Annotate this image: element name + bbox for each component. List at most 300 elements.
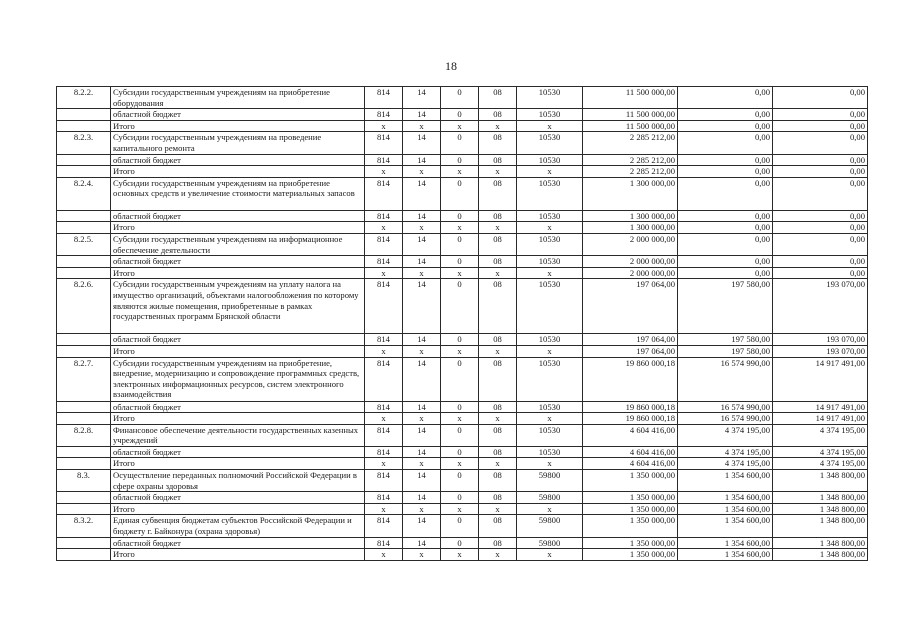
cell-expense-code: 10530	[517, 233, 583, 255]
cell-amount-year-3: 1 348 800,00	[773, 549, 868, 561]
cell-subsection: 0	[441, 279, 479, 334]
cell-amount-year-2: 0,00	[678, 166, 773, 178]
table-row	[57, 233, 868, 255]
cell-amount-year-2: 1 354 600,00	[678, 492, 773, 504]
cell-grbs: 814	[365, 492, 403, 504]
cell-amount-year-1: 11 500 000,00	[583, 87, 678, 109]
row-code	[57, 458, 111, 470]
cell-grbs: x	[365, 345, 403, 357]
cell-section: 14	[403, 210, 441, 222]
cell-expense-code: 10530	[517, 132, 583, 154]
row-name: Итого	[111, 345, 365, 357]
cell-subsection: 0	[441, 515, 479, 537]
cell-amount-year-2: 1 354 600,00	[678, 537, 773, 549]
row-name: Итого	[111, 166, 365, 178]
cell-grbs: 814	[365, 256, 403, 268]
cell-amount-year-1: 197 064,00	[583, 334, 678, 346]
row-name: областной бюджет	[111, 334, 365, 346]
cell-amount-year-3: 0,00	[773, 132, 868, 154]
row-code	[57, 166, 111, 178]
cell-amount-year-3: 0,00	[773, 177, 868, 210]
cell-amount-year-3: 0,00	[773, 87, 868, 109]
cell-expense-code: x	[517, 267, 583, 279]
cell-amount-year-3: 4 374 195,00	[773, 458, 868, 470]
cell-subsection: 0	[441, 256, 479, 268]
cell-subsection: 0	[441, 154, 479, 166]
cell-program: 08	[479, 334, 517, 346]
row-name: Итого	[111, 549, 365, 561]
cell-grbs: 814	[365, 233, 403, 255]
cell-amount-year-3: 0,00	[773, 109, 868, 121]
cell-program: x	[479, 549, 517, 561]
row-name: Итого	[111, 120, 365, 132]
cell-expense-code: x	[517, 503, 583, 515]
cell-subsection: 0	[441, 109, 479, 121]
table-row	[57, 549, 868, 561]
table-row	[57, 222, 868, 234]
cell-program: 08	[479, 424, 517, 446]
row-code	[57, 334, 111, 346]
cell-amount-year-2: 0,00	[678, 210, 773, 222]
row-name: областной бюджет	[111, 446, 365, 458]
cell-expense-code: 10530	[517, 210, 583, 222]
cell-section: x	[403, 549, 441, 561]
cell-subsection: x	[441, 549, 479, 561]
row-name: областной бюджет	[111, 537, 365, 549]
cell-section: 14	[403, 334, 441, 346]
cell-section: 14	[403, 177, 441, 210]
cell-expense-code: 10530	[517, 446, 583, 458]
cell-grbs: 814	[365, 446, 403, 458]
row-name: Субсидии государственным учреждениям на приобретение оборудования	[111, 87, 365, 109]
cell-subsection: 0	[441, 401, 479, 413]
row-name: Итого	[111, 413, 365, 425]
row-code	[57, 120, 111, 132]
cell-program: 08	[479, 177, 517, 210]
cell-subsection: 0	[441, 446, 479, 458]
cell-program: 08	[479, 109, 517, 121]
cell-grbs: x	[365, 120, 403, 132]
cell-amount-year-2: 1 354 600,00	[678, 470, 773, 492]
row-name: Субсидии государственным учреждениям на уплату налога на имущество организаций, объектами налогообложения по которому являются жилые помещения, приобретенные в рамках государственных программ Брянской области	[111, 279, 365, 334]
cell-amount-year-3: 14 917 491,00	[773, 401, 868, 413]
cell-section: 14	[403, 357, 441, 401]
table-row	[57, 458, 868, 470]
cell-amount-year-2: 1 354 600,00	[678, 549, 773, 561]
cell-expense-code: 59800	[517, 515, 583, 537]
cell-section: 14	[403, 87, 441, 109]
cell-section: x	[403, 120, 441, 132]
cell-amount-year-3: 0,00	[773, 154, 868, 166]
cell-grbs: 814	[365, 210, 403, 222]
cell-section: x	[403, 267, 441, 279]
cell-amount-year-1: 4 604 416,00	[583, 446, 678, 458]
cell-amount-year-3: 1 348 800,00	[773, 470, 868, 492]
cell-section: x	[403, 413, 441, 425]
cell-section: 14	[403, 109, 441, 121]
table-row	[57, 515, 868, 537]
cell-grbs: x	[365, 222, 403, 234]
cell-section: 14	[403, 279, 441, 334]
table-row	[57, 279, 868, 334]
cell-expense-code: 10530	[517, 334, 583, 346]
cell-section: 14	[403, 537, 441, 549]
table-row	[57, 334, 868, 346]
row-name: Финансовое обеспечение деятельности государственных казенных учреждений	[111, 424, 365, 446]
cell-amount-year-1: 2 000 000,00	[583, 256, 678, 268]
cell-subsection: 0	[441, 334, 479, 346]
cell-section: 14	[403, 401, 441, 413]
cell-subsection: 0	[441, 424, 479, 446]
cell-amount-year-1: 2 000 000,00	[583, 233, 678, 255]
cell-program: 08	[479, 515, 517, 537]
row-name: областной бюджет	[111, 256, 365, 268]
cell-amount-year-1: 4 604 416,00	[583, 424, 678, 446]
cell-section: 14	[403, 233, 441, 255]
budget-table	[56, 86, 868, 561]
table-row	[57, 177, 868, 210]
cell-section: x	[403, 458, 441, 470]
row-code: 8.3.2.	[57, 515, 111, 537]
row-name: областной бюджет	[111, 401, 365, 413]
cell-subsection: x	[441, 120, 479, 132]
cell-grbs: x	[365, 413, 403, 425]
cell-amount-year-1: 2 285 212,00	[583, 154, 678, 166]
cell-section: 14	[403, 132, 441, 154]
cell-section: x	[403, 345, 441, 357]
cell-amount-year-1: 1 350 000,00	[583, 470, 678, 492]
row-name: Осуществление переданных полномочий Российской Федерации в сфере охраны здоровья	[111, 470, 365, 492]
cell-program: 08	[479, 256, 517, 268]
cell-subsection: x	[441, 166, 479, 178]
cell-grbs: 814	[365, 424, 403, 446]
cell-grbs: x	[365, 267, 403, 279]
cell-amount-year-2: 197 580,00	[678, 334, 773, 346]
table-row	[57, 446, 868, 458]
row-code	[57, 549, 111, 561]
row-code	[57, 109, 111, 121]
row-code: 8.2.5.	[57, 233, 111, 255]
cell-expense-code: x	[517, 413, 583, 425]
cell-section: x	[403, 222, 441, 234]
table-row	[57, 401, 868, 413]
cell-amount-year-2: 0,00	[678, 132, 773, 154]
cell-grbs: 814	[365, 537, 403, 549]
cell-expense-code: 59800	[517, 492, 583, 504]
cell-amount-year-3: 0,00	[773, 256, 868, 268]
cell-grbs: x	[365, 458, 403, 470]
cell-amount-year-2: 1 354 600,00	[678, 515, 773, 537]
row-name: Итого	[111, 267, 365, 279]
row-code	[57, 154, 111, 166]
cell-expense-code: 10530	[517, 424, 583, 446]
cell-expense-code: 10530	[517, 177, 583, 210]
cell-program: x	[479, 120, 517, 132]
table-row	[57, 503, 868, 515]
cell-program: x	[479, 503, 517, 515]
cell-grbs: 814	[365, 109, 403, 121]
cell-section: x	[403, 503, 441, 515]
table-body	[57, 87, 868, 561]
row-code	[57, 267, 111, 279]
cell-expense-code: x	[517, 222, 583, 234]
cell-program: 08	[479, 279, 517, 334]
cell-subsection: x	[441, 345, 479, 357]
cell-program: 08	[479, 132, 517, 154]
cell-amount-year-2: 0,00	[678, 120, 773, 132]
cell-grbs: x	[365, 503, 403, 515]
cell-grbs: 814	[365, 334, 403, 346]
cell-amount-year-3: 0,00	[773, 222, 868, 234]
cell-program: 08	[479, 357, 517, 401]
cell-amount-year-1: 1 300 000,00	[583, 210, 678, 222]
cell-expense-code: x	[517, 345, 583, 357]
cell-amount-year-3: 1 348 800,00	[773, 537, 868, 549]
cell-amount-year-3: 4 374 195,00	[773, 446, 868, 458]
cell-grbs: x	[365, 166, 403, 178]
cell-amount-year-3: 1 348 800,00	[773, 515, 868, 537]
cell-amount-year-2: 197 580,00	[678, 345, 773, 357]
row-name: Единая субвенция бюджетам субъектов Российской Федерации и бюджету г. Байконура (охрана здоровья)	[111, 515, 365, 537]
cell-amount-year-3: 14 917 491,00	[773, 357, 868, 401]
table-row	[57, 470, 868, 492]
row-code	[57, 492, 111, 504]
cell-amount-year-2: 4 374 195,00	[678, 424, 773, 446]
cell-amount-year-2: 0,00	[678, 177, 773, 210]
cell-grbs: 814	[365, 515, 403, 537]
cell-expense-code: 10530	[517, 256, 583, 268]
row-name: областной бюджет	[111, 109, 365, 121]
row-code: 8.2.7.	[57, 357, 111, 401]
row-name: Итого	[111, 503, 365, 515]
cell-amount-year-2: 197 580,00	[678, 279, 773, 334]
table-row	[57, 357, 868, 401]
cell-amount-year-1: 2 000 000,00	[583, 267, 678, 279]
row-name: Итого	[111, 458, 365, 470]
cell-program: 08	[479, 492, 517, 504]
cell-amount-year-1: 19 860 000,18	[583, 413, 678, 425]
cell-subsection: 0	[441, 177, 479, 210]
cell-subsection: x	[441, 458, 479, 470]
cell-section: 14	[403, 154, 441, 166]
cell-section: 14	[403, 492, 441, 504]
cell-amount-year-3: 4 374 195,00	[773, 424, 868, 446]
cell-grbs: 814	[365, 154, 403, 166]
row-name: Итого	[111, 222, 365, 234]
cell-amount-year-3: 0,00	[773, 267, 868, 279]
table-row	[57, 492, 868, 504]
cell-amount-year-1: 11 500 000,00	[583, 120, 678, 132]
cell-expense-code: x	[517, 120, 583, 132]
table-row	[57, 537, 868, 549]
cell-amount-year-2: 0,00	[678, 222, 773, 234]
cell-program: 08	[479, 470, 517, 492]
cell-grbs: x	[365, 549, 403, 561]
cell-subsection: 0	[441, 233, 479, 255]
cell-amount-year-1: 1 300 000,00	[583, 177, 678, 210]
row-name: Субсидии государственным учреждениям на проведение капитального ремонта	[111, 132, 365, 154]
cell-subsection: x	[441, 267, 479, 279]
cell-program: 08	[479, 446, 517, 458]
table-row	[57, 267, 868, 279]
cell-program: x	[479, 222, 517, 234]
cell-grbs: 814	[365, 357, 403, 401]
cell-amount-year-2: 0,00	[678, 154, 773, 166]
table-row	[57, 210, 868, 222]
cell-amount-year-1: 1 300 000,00	[583, 222, 678, 234]
row-name: областной бюджет	[111, 492, 365, 504]
cell-amount-year-3: 1 348 800,00	[773, 492, 868, 504]
row-code	[57, 503, 111, 515]
cell-expense-code: 10530	[517, 87, 583, 109]
cell-amount-year-1: 197 064,00	[583, 279, 678, 334]
cell-program: 08	[479, 154, 517, 166]
cell-amount-year-1: 2 285 212,00	[583, 132, 678, 154]
cell-program: 08	[479, 210, 517, 222]
cell-expense-code: 59800	[517, 470, 583, 492]
cell-program: x	[479, 345, 517, 357]
cell-amount-year-2: 1 354 600,00	[678, 503, 773, 515]
cell-amount-year-3: 193 070,00	[773, 279, 868, 334]
cell-program: 08	[479, 87, 517, 109]
cell-amount-year-2: 0,00	[678, 256, 773, 268]
cell-expense-code: 10530	[517, 154, 583, 166]
cell-section: 14	[403, 515, 441, 537]
row-code: 8.2.8.	[57, 424, 111, 446]
cell-expense-code: x	[517, 549, 583, 561]
cell-subsection: 0	[441, 492, 479, 504]
cell-program: x	[479, 458, 517, 470]
page-number: 18	[445, 59, 457, 73]
row-code	[57, 210, 111, 222]
cell-subsection: 0	[441, 470, 479, 492]
cell-grbs: 814	[365, 177, 403, 210]
cell-amount-year-3: 0,00	[773, 166, 868, 178]
row-code: 8.2.6.	[57, 279, 111, 334]
cell-amount-year-1: 2 285 212,00	[583, 166, 678, 178]
cell-subsection: x	[441, 222, 479, 234]
row-name: Субсидии государственным учреждениям на приобретение основных средств и увеличение стоимости материальных запасов	[111, 177, 365, 210]
cell-program: 08	[479, 233, 517, 255]
cell-amount-year-1: 4 604 416,00	[583, 458, 678, 470]
cell-amount-year-3: 14 917 491,00	[773, 413, 868, 425]
cell-expense-code: 59800	[517, 537, 583, 549]
cell-grbs: 814	[365, 401, 403, 413]
cell-expense-code: 10530	[517, 357, 583, 401]
row-code	[57, 222, 111, 234]
table-row	[57, 120, 868, 132]
cell-amount-year-3: 193 070,00	[773, 334, 868, 346]
row-name: Субсидии государственным учреждениям на информационное обеспечение деятельности	[111, 233, 365, 255]
cell-section: 14	[403, 256, 441, 268]
row-code	[57, 537, 111, 549]
cell-program: x	[479, 413, 517, 425]
cell-program: x	[479, 166, 517, 178]
cell-amount-year-1: 1 350 000,00	[583, 549, 678, 561]
table-row	[57, 132, 868, 154]
table-row	[57, 154, 868, 166]
cell-section: x	[403, 166, 441, 178]
row-code	[57, 446, 111, 458]
cell-section: 14	[403, 470, 441, 492]
cell-grbs: 814	[365, 470, 403, 492]
row-code	[57, 413, 111, 425]
row-code	[57, 345, 111, 357]
row-name: областной бюджет	[111, 210, 365, 222]
cell-amount-year-3: 0,00	[773, 120, 868, 132]
cell-amount-year-2: 0,00	[678, 87, 773, 109]
table-row	[57, 345, 868, 357]
table-row	[57, 256, 868, 268]
cell-amount-year-1: 1 350 000,00	[583, 492, 678, 504]
table-row	[57, 424, 868, 446]
cell-subsection: 0	[441, 357, 479, 401]
row-code	[57, 401, 111, 413]
cell-amount-year-2: 16 574 990,00	[678, 357, 773, 401]
cell-amount-year-2: 4 374 195,00	[678, 446, 773, 458]
row-code: 8.2.3.	[57, 132, 111, 154]
cell-amount-year-3: 0,00	[773, 233, 868, 255]
cell-amount-year-2: 16 574 990,00	[678, 413, 773, 425]
cell-subsection: x	[441, 413, 479, 425]
cell-expense-code: 10530	[517, 109, 583, 121]
cell-program: 08	[479, 401, 517, 413]
cell-amount-year-3: 1 348 800,00	[773, 503, 868, 515]
cell-amount-year-3: 193 070,00	[773, 345, 868, 357]
cell-subsection: 0	[441, 87, 479, 109]
cell-amount-year-1: 1 350 000,00	[583, 503, 678, 515]
cell-section: 14	[403, 446, 441, 458]
cell-subsection: x	[441, 503, 479, 515]
cell-amount-year-2: 0,00	[678, 233, 773, 255]
cell-grbs: 814	[365, 279, 403, 334]
cell-subsection: 0	[441, 210, 479, 222]
cell-amount-year-3: 0,00	[773, 210, 868, 222]
row-name: областной бюджет	[111, 154, 365, 166]
cell-amount-year-1: 19 860 000,18	[583, 357, 678, 401]
cell-subsection: 0	[441, 132, 479, 154]
cell-grbs: 814	[365, 87, 403, 109]
table-row	[57, 87, 868, 109]
row-code: 8.2.2.	[57, 87, 111, 109]
row-name: Субсидии государственным учреждениям на приобретение, внедрение, модернизацию и сопровождение программных средств, электронных информационных ресурсов, систем электронного взаимодействия	[111, 357, 365, 401]
cell-amount-year-2: 4 374 195,00	[678, 458, 773, 470]
cell-expense-code: 10530	[517, 279, 583, 334]
cell-subsection: 0	[441, 537, 479, 549]
cell-amount-year-2: 0,00	[678, 267, 773, 279]
cell-grbs: 814	[365, 132, 403, 154]
cell-expense-code: 10530	[517, 401, 583, 413]
cell-section: 14	[403, 424, 441, 446]
cell-amount-year-1: 1 350 000,00	[583, 537, 678, 549]
row-code	[57, 256, 111, 268]
cell-amount-year-1: 197 064,00	[583, 345, 678, 357]
cell-amount-year-1: 1 350 000,00	[583, 515, 678, 537]
cell-program: 08	[479, 537, 517, 549]
row-code: 8.3.	[57, 470, 111, 492]
row-code: 8.2.4.	[57, 177, 111, 210]
table-row	[57, 166, 868, 178]
cell-amount-year-1: 19 860 000,18	[583, 401, 678, 413]
table-row	[57, 109, 868, 121]
cell-expense-code: x	[517, 166, 583, 178]
cell-amount-year-2: 16 574 990,00	[678, 401, 773, 413]
cell-expense-code: x	[517, 458, 583, 470]
table-row	[57, 413, 868, 425]
cell-amount-year-1: 11 500 000,00	[583, 109, 678, 121]
cell-program: x	[479, 267, 517, 279]
cell-amount-year-2: 0,00	[678, 109, 773, 121]
